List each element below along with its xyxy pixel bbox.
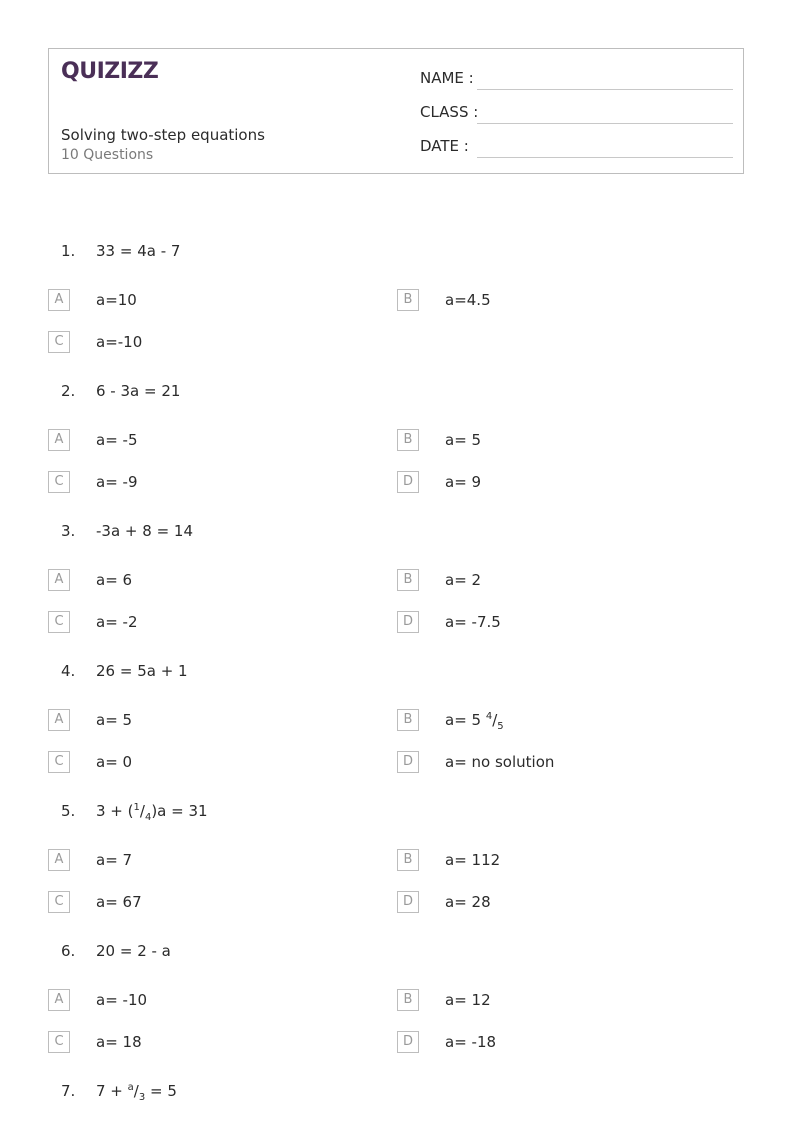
question-number: 6. bbox=[61, 942, 76, 960]
fraction-numerator: 4 bbox=[485, 711, 493, 722]
option-text: a= 28 bbox=[445, 893, 491, 911]
fraction-numerator: a bbox=[127, 1082, 134, 1093]
option-letter: C bbox=[48, 611, 70, 633]
date-line bbox=[477, 157, 733, 158]
option-letter: D bbox=[397, 891, 419, 913]
date-field bbox=[420, 137, 469, 155]
option-letter: C bbox=[48, 471, 70, 493]
question-number: 1. bbox=[61, 242, 76, 260]
date-label: DATE : bbox=[420, 137, 469, 155]
option-text: a= -7.5 bbox=[445, 613, 501, 631]
option-text: a= 5 bbox=[445, 431, 482, 449]
question-text: -3a + 8 = 14 bbox=[96, 522, 193, 540]
option-text: a= 7 bbox=[96, 851, 133, 869]
class-field bbox=[420, 103, 478, 121]
option-text: a=10 bbox=[96, 291, 137, 309]
option-text: a= 0 bbox=[96, 753, 133, 771]
option-letter: B bbox=[397, 429, 419, 451]
option-text: a= -10 bbox=[96, 991, 148, 1009]
option-letter: A bbox=[48, 709, 70, 731]
worksheet-header bbox=[48, 48, 744, 174]
question-number: 7. bbox=[61, 1082, 76, 1100]
option-letter: B bbox=[397, 989, 419, 1011]
question-text: 33 = 4a - 7 bbox=[96, 242, 181, 260]
option-text: a= 2 bbox=[445, 571, 482, 589]
option-text: a= no solution bbox=[445, 753, 555, 771]
name-line bbox=[477, 89, 733, 90]
option-letter: C bbox=[48, 751, 70, 773]
question-count: 10 Questions bbox=[61, 147, 154, 163]
option-text: a= -18 bbox=[445, 1033, 497, 1051]
question-text-prefix: 7 + bbox=[96, 1082, 128, 1100]
option-letter: A bbox=[48, 849, 70, 871]
question-text: $3 + (^1/_4)a = 31$ bbox=[96, 802, 208, 823]
option-text: a= 9 bbox=[445, 473, 482, 491]
option-letter: D bbox=[397, 1031, 419, 1053]
option-text: a= 6 bbox=[96, 571, 133, 589]
class-label: CLASS : bbox=[420, 103, 479, 121]
question-text: 6 - 3a = 21 bbox=[96, 382, 181, 400]
fraction-denominator: 5 bbox=[497, 721, 504, 732]
fraction-numerator: 1 bbox=[133, 802, 140, 813]
option-letter: B bbox=[397, 569, 419, 591]
option-letter: C bbox=[48, 1031, 70, 1053]
class-line bbox=[477, 123, 733, 124]
question-number: 2. bbox=[61, 382, 76, 400]
question-text: 26 = 5a + 1 bbox=[96, 662, 188, 680]
fraction-denominator: 3 bbox=[138, 1092, 146, 1103]
option-letter: A bbox=[48, 569, 70, 591]
option-text: a= 18 bbox=[96, 1033, 142, 1051]
option-text: a= 5 $^4/_5$ bbox=[445, 711, 504, 732]
question-number: 5. bbox=[61, 802, 76, 820]
option-letter: A bbox=[48, 429, 70, 451]
question-number: 4. bbox=[61, 662, 76, 680]
question-number: 3. bbox=[61, 522, 76, 540]
option-letter: B bbox=[397, 709, 419, 731]
option-letter: D bbox=[397, 751, 419, 773]
name-label: NAME : bbox=[420, 69, 474, 87]
option-letter: B bbox=[397, 289, 419, 311]
quizizz-logo: QUIZIZZ bbox=[61, 59, 159, 84]
option-letter: C bbox=[48, 331, 70, 353]
worksheet-title: Solving two-step equations bbox=[61, 126, 265, 144]
question-text-prefix: 3 + ( bbox=[96, 802, 134, 820]
question-text-suffix: = 5 bbox=[145, 1082, 177, 1100]
option-text: a=-10 bbox=[96, 333, 143, 351]
option-letter: C bbox=[48, 891, 70, 913]
option-text: a= -5 bbox=[96, 431, 138, 449]
option-letter: A bbox=[48, 289, 70, 311]
option-text-prefix: a= 5 bbox=[445, 711, 486, 729]
option-text: a= 12 bbox=[445, 991, 491, 1009]
option-letter: A bbox=[48, 989, 70, 1011]
option-letter: D bbox=[397, 471, 419, 493]
question-text-suffix: )a = 31 bbox=[151, 802, 208, 820]
option-letter: B bbox=[397, 849, 419, 871]
option-text: a= -9 bbox=[96, 473, 138, 491]
option-text: a=4.5 bbox=[445, 291, 491, 309]
option-text: a= 112 bbox=[445, 851, 501, 869]
option-text: a= 5 bbox=[96, 711, 133, 729]
option-text: a= -2 bbox=[96, 613, 138, 631]
name-field bbox=[420, 69, 474, 87]
option-text: a= 67 bbox=[96, 893, 142, 911]
question-text: $7 + ^a/_3 = 5$ bbox=[96, 1082, 177, 1103]
fraction-denominator: 4 bbox=[144, 812, 152, 823]
question-text: 20 = 2 - a bbox=[96, 942, 171, 960]
option-letter: D bbox=[397, 611, 419, 633]
